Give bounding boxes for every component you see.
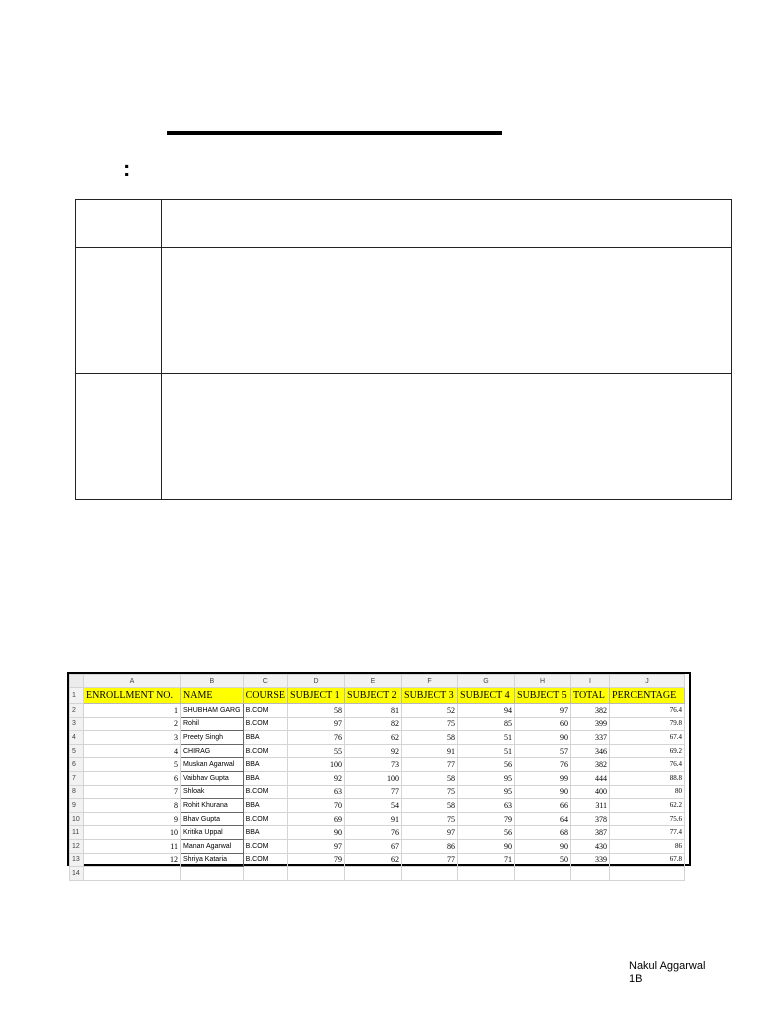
form-cell-label-2	[76, 248, 162, 373]
table-cell[interactable]: 8	[84, 799, 181, 813]
table-cell[interactable]: 90	[515, 731, 571, 745]
header-cell[interactable]: SUBJECT 5	[515, 688, 571, 704]
table-row	[70, 744, 685, 758]
row-number[interactable]: 12	[70, 839, 84, 853]
table-cell[interactable]: Rohit Khurana	[181, 799, 244, 813]
table-cell[interactable]: 77.4	[610, 826, 685, 840]
table-cell[interactable]: 5	[84, 758, 181, 772]
table-cell[interactable]: 76.4	[610, 758, 685, 772]
table-cell[interactable]: 50	[515, 853, 571, 867]
table-cell[interactable]: 52	[402, 704, 458, 718]
row-number[interactable]: 5	[70, 744, 84, 758]
table-cell[interactable]: 58	[288, 704, 345, 718]
table-cell[interactable]: 100	[288, 758, 345, 772]
table-cell[interactable]: B.COM	[243, 785, 287, 799]
column-letter-row	[70, 675, 685, 688]
table-cell[interactable]: 77	[402, 758, 458, 772]
table-cell[interactable]: 67	[345, 839, 402, 853]
table-cell[interactable]	[458, 867, 515, 881]
table-cell[interactable]: Vaibhav Gupta	[181, 771, 244, 785]
table-cell[interactable]: Bhav Gupta	[181, 812, 244, 826]
column-header-e[interactable]: E	[345, 675, 402, 688]
table-cell[interactable]: CHIRAG	[181, 744, 244, 758]
table-cell[interactable]: 90	[288, 826, 345, 840]
table-cell[interactable]: 444	[571, 771, 610, 785]
table-cell[interactable]: 91	[345, 812, 402, 826]
header-cell[interactable]: NAME	[181, 688, 244, 704]
table-cell[interactable]: 6	[84, 771, 181, 785]
table-row	[70, 826, 685, 840]
table-cell[interactable]: 75	[402, 717, 458, 731]
table-cell[interactable]: 4	[84, 744, 181, 758]
table-cell[interactable]: 94	[458, 704, 515, 718]
table-cell[interactable]: 56	[458, 758, 515, 772]
table-cell[interactable]: BBA	[243, 758, 287, 772]
form-cell-value-1	[162, 200, 732, 248]
table-row	[70, 731, 685, 745]
form-cell-value-2	[162, 248, 732, 373]
row-number[interactable]: 1	[70, 688, 84, 704]
table-cell[interactable]: Shloak	[181, 785, 244, 799]
row-number[interactable]: 11	[70, 826, 84, 840]
table-cell[interactable]: 382	[571, 758, 610, 772]
table-cell[interactable]: 76	[288, 731, 345, 745]
table-cell[interactable]: 9	[84, 812, 181, 826]
table-cell[interactable]: 68	[515, 826, 571, 840]
table-row-empty	[70, 867, 685, 881]
table-cell[interactable]: B.COM	[243, 717, 287, 731]
column-header-b[interactable]: B	[181, 675, 244, 688]
table-cell[interactable]: B.COM	[243, 704, 287, 718]
table-cell[interactable]: 58	[402, 731, 458, 745]
table-cell[interactable]: 92	[288, 771, 345, 785]
table-row	[70, 785, 685, 799]
row-number[interactable]: 3	[70, 717, 84, 731]
table-cell[interactable]: BBA	[243, 826, 287, 840]
table-cell[interactable]: 399	[571, 717, 610, 731]
table-cell[interactable]: 55	[288, 744, 345, 758]
table-cell[interactable]: B.COM	[243, 853, 287, 867]
table-cell[interactable]: Preety Singh	[181, 731, 244, 745]
table-cell[interactable]: 1	[84, 704, 181, 718]
table-row	[70, 839, 685, 853]
table-row	[70, 771, 685, 785]
table-cell[interactable]: 100	[345, 771, 402, 785]
header-cell[interactable]: SUBJECT 3	[402, 688, 458, 704]
table-cell[interactable]: 63	[458, 799, 515, 813]
table-cell[interactable]: BBA	[243, 771, 287, 785]
table-cell[interactable]: 75	[402, 785, 458, 799]
header-cell[interactable]: TOTAL	[571, 688, 610, 704]
table-cell[interactable]	[84, 867, 181, 881]
table-cell[interactable]: 3	[84, 731, 181, 745]
table-cell[interactable]: 56	[458, 826, 515, 840]
table-cell[interactable]: 85	[458, 717, 515, 731]
table-cell[interactable]: 82	[345, 717, 402, 731]
spreadsheet-screenshot	[67, 672, 691, 877]
table-cell[interactable]	[402, 867, 458, 881]
table-header-row	[70, 688, 685, 704]
table-cell[interactable]: 400	[571, 785, 610, 799]
table-cell[interactable]: 76	[345, 826, 402, 840]
select-all-corner[interactable]	[70, 675, 84, 688]
table-cell[interactable]: 51	[458, 731, 515, 745]
spreadsheet-grid	[69, 674, 685, 881]
form-cell-label-1	[76, 200, 162, 248]
form-cell-value-3	[162, 373, 732, 499]
table-cell[interactable]: B.COM	[243, 744, 287, 758]
table-cell[interactable]: 91	[402, 744, 458, 758]
table-row	[70, 758, 685, 772]
row-number[interactable]: 9	[70, 799, 84, 813]
table-cell[interactable]: 95	[458, 771, 515, 785]
table-cell[interactable]: 2	[84, 717, 181, 731]
table-cell[interactable]: 97	[402, 826, 458, 840]
table-cell[interactable]: 54	[345, 799, 402, 813]
table-cell[interactable]: 90	[458, 839, 515, 853]
table-cell[interactable]: 346	[571, 744, 610, 758]
table-cell[interactable]: 430	[571, 839, 610, 853]
table-cell[interactable]: 79	[288, 853, 345, 867]
form-row-3	[76, 373, 732, 499]
table-cell[interactable]: 79	[458, 812, 515, 826]
header-cell[interactable]: SUBJECT 2	[345, 688, 402, 704]
column-header-j[interactable]: J	[610, 675, 685, 688]
table-cell[interactable]: 99	[515, 771, 571, 785]
author-section: 1B	[629, 973, 643, 985]
table-cell[interactable]: B.COM	[243, 812, 287, 826]
table-cell[interactable]: 97	[288, 717, 345, 731]
table-cell[interactable]: 58	[402, 799, 458, 813]
table-row	[70, 717, 685, 731]
table-cell[interactable]: 64	[515, 812, 571, 826]
title-underline	[167, 131, 502, 135]
table-cell[interactable]	[288, 867, 345, 881]
table-cell[interactable]	[515, 867, 571, 881]
table-cell[interactable]: Kritika Uppal	[181, 826, 244, 840]
form-cell-label-3	[76, 373, 162, 499]
table-cell[interactable]: 86	[610, 839, 685, 853]
table-cell[interactable]: SHUBHAM GARG	[181, 704, 244, 718]
table-cell[interactable]: Manan Agarwal	[181, 839, 244, 853]
table-cell[interactable]: 88.8	[610, 771, 685, 785]
table-cell[interactable]: 67.8	[610, 853, 685, 867]
form-row-1	[76, 200, 732, 248]
column-header-a[interactable]: A	[84, 675, 181, 688]
header-cell[interactable]: SUBJECT 1	[288, 688, 345, 704]
header-cell[interactable]: PERCENTAGE	[610, 688, 685, 704]
header-cell[interactable]: ENROLLMENT NO.	[84, 688, 181, 704]
table-cell[interactable]: BBA	[243, 799, 287, 813]
column-header-h[interactable]: H	[515, 675, 571, 688]
row-number[interactable]: 10	[70, 812, 84, 826]
table-cell[interactable]	[571, 867, 610, 881]
table-cell[interactable]: Rohil	[181, 717, 244, 731]
table-cell[interactable]: 75	[402, 812, 458, 826]
table-cell[interactable]: Shriya Kataria	[181, 853, 244, 867]
table-cell[interactable]: 76	[515, 758, 571, 772]
table-cell[interactable]: 71	[458, 853, 515, 867]
table-cell[interactable]: 79.8	[610, 717, 685, 731]
column-header-c[interactable]: C	[243, 675, 287, 688]
table-cell[interactable]: BBA	[243, 731, 287, 745]
table-cell[interactable]: 90	[515, 839, 571, 853]
table-cell[interactable]: 90	[515, 785, 571, 799]
header-cell[interactable]: SUBJECT 4	[458, 688, 515, 704]
table-cell[interactable]: B.COM	[243, 839, 287, 853]
column-header-f[interactable]: F	[402, 675, 458, 688]
table-cell[interactable]: 51	[458, 744, 515, 758]
table-cell[interactable]: 337	[571, 731, 610, 745]
row-number[interactable]: 2	[70, 704, 84, 718]
table-row	[70, 799, 685, 813]
table-cell[interactable]: 339	[571, 853, 610, 867]
table-cell[interactable]: 75.6	[610, 812, 685, 826]
table-cell[interactable]: 62.2	[610, 799, 685, 813]
table-row	[70, 853, 685, 867]
table-cell[interactable]: 62	[345, 731, 402, 745]
row-number[interactable]: 13	[70, 853, 84, 867]
table-cell[interactable]: 311	[571, 799, 610, 813]
row-number[interactable]: 6	[70, 758, 84, 772]
table-cell[interactable]: 69	[288, 812, 345, 826]
table-cell[interactable]: 12	[84, 853, 181, 867]
form-row-2	[76, 248, 732, 373]
column-header-i[interactable]: I	[571, 675, 610, 688]
row-number[interactable]: 14	[70, 867, 84, 881]
table-cell[interactable]: 97	[515, 704, 571, 718]
table-cell[interactable]	[243, 867, 287, 881]
table-cell[interactable]	[610, 867, 685, 881]
table-cell[interactable]: 76.4	[610, 704, 685, 718]
table-cell[interactable]: 66	[515, 799, 571, 813]
author-footer	[629, 960, 705, 986]
table-cell[interactable]: 387	[571, 826, 610, 840]
form-table	[75, 199, 732, 500]
table-cell[interactable]: 70	[288, 799, 345, 813]
table-cell[interactable]	[345, 867, 402, 881]
table-row	[70, 704, 685, 718]
table-cell[interactable]: 69.2	[610, 744, 685, 758]
table-cell[interactable]: 7	[84, 785, 181, 799]
table-cell[interactable]: 10	[84, 826, 181, 840]
author-name: Nakul Aggarwal	[629, 960, 706, 972]
table-cell[interactable]: 58	[402, 771, 458, 785]
table-cell[interactable]: 86	[402, 839, 458, 853]
table-cell[interactable]: 81	[345, 704, 402, 718]
table-cell[interactable]: 11	[84, 839, 181, 853]
table-cell[interactable]: Muskan Agarwal	[181, 758, 244, 772]
table-cell[interactable]: 382	[571, 704, 610, 718]
table-cell[interactable]: 67.4	[610, 731, 685, 745]
table-cell[interactable]: 57	[515, 744, 571, 758]
table-cell[interactable]: 73	[345, 758, 402, 772]
row-number[interactable]: 4	[70, 731, 84, 745]
column-header-d[interactable]: D	[288, 675, 345, 688]
table-cell[interactable]: 378	[571, 812, 610, 826]
row-number[interactable]: 8	[70, 785, 84, 799]
row-number[interactable]: 7	[70, 771, 84, 785]
table-cell[interactable]	[181, 867, 244, 881]
table-row	[70, 812, 685, 826]
header-cell[interactable]: COURSE	[243, 688, 287, 704]
table-cell[interactable]: 63	[288, 785, 345, 799]
table-cell[interactable]: 95	[458, 785, 515, 799]
table-cell[interactable]: 77	[345, 785, 402, 799]
table-cell[interactable]: 92	[345, 744, 402, 758]
table-cell[interactable]: 62	[345, 853, 402, 867]
table-cell[interactable]: 80	[610, 785, 685, 799]
table-cell[interactable]: 77	[402, 853, 458, 867]
table-cell[interactable]: 97	[288, 839, 345, 853]
table-cell[interactable]: 60	[515, 717, 571, 731]
label-colon: :	[123, 156, 131, 181]
column-header-g[interactable]: G	[458, 675, 515, 688]
